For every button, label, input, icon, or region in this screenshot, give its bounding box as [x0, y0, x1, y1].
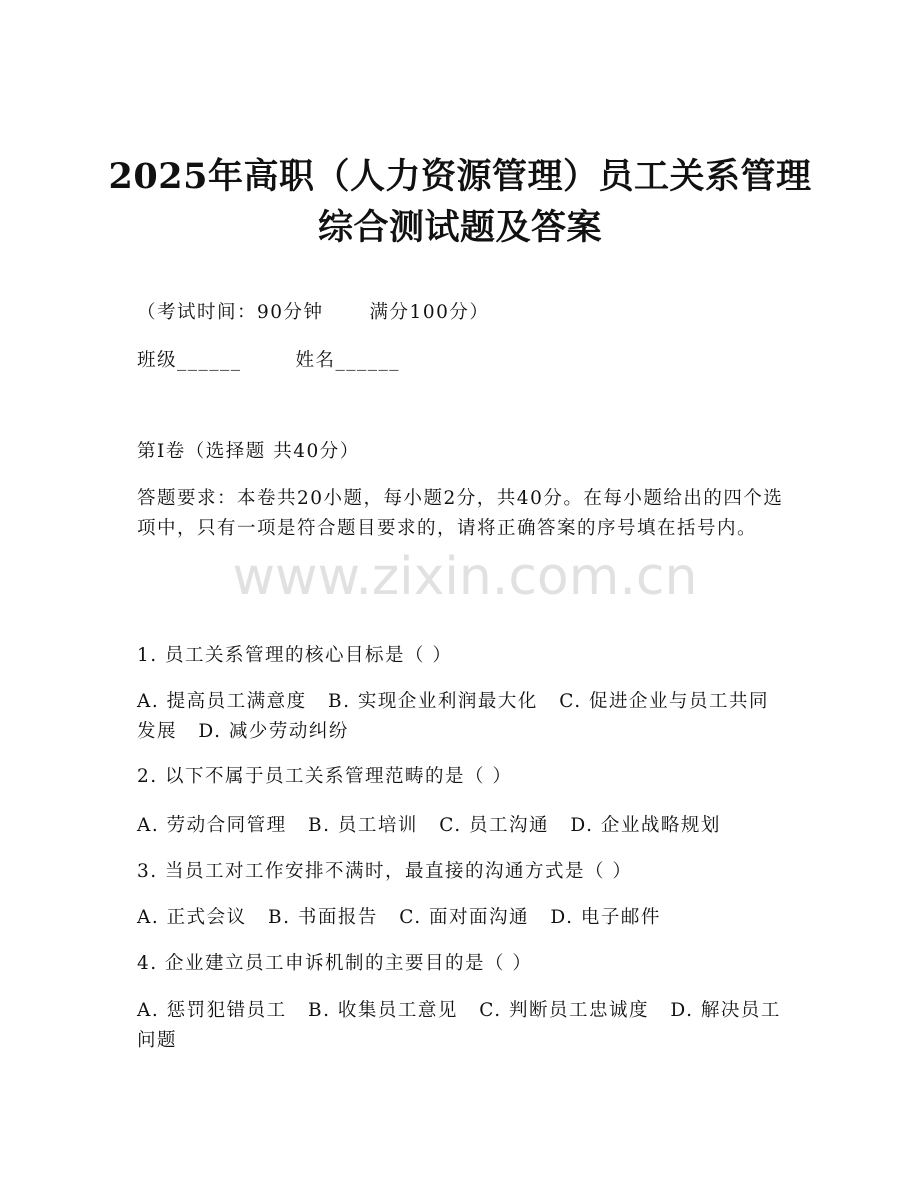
- watermark: www.zixin.com.cn: [232, 547, 698, 607]
- exam-info: [137, 299, 489, 327]
- question-4-option-b: B. 收集员工意见: [308, 1000, 458, 1021]
- question-2-option-c: C. 员工沟通: [439, 815, 550, 836]
- question-4-option-a: A. 惩罚犯错员工: [137, 1000, 287, 1021]
- question-3-option-c: C. 面对面沟通: [399, 907, 530, 928]
- section-instructions: 答题要求：本卷共20小题，每小题2分，共40分。在每小题给出的四个选项中，只有一项是符合题目要求的，请将正确答案的序号填在括号内。: [137, 488, 784, 539]
- question-4-options: [137, 996, 787, 1056]
- class-field: 班级______: [137, 350, 242, 371]
- question-3-option-b: B. 书面报告: [268, 907, 378, 928]
- question-3-option-d: D. 电子邮件: [550, 907, 661, 928]
- document-title-line1: 2025年高职（人力资源管理）员工关系管理: [108, 156, 812, 197]
- question-1-options: [137, 687, 787, 747]
- exam-score: 满分100分）: [369, 302, 490, 323]
- question-2-option-d: D. 企业战略规划: [570, 815, 721, 836]
- question-2-option-b: B. 员工培训: [308, 815, 418, 836]
- exam-time: （考试时间：90分钟: [137, 302, 324, 323]
- question-2-stem: 2. 以下不属于员工关系管理范畴的是（ ）: [137, 766, 513, 787]
- question-1-option-a: A. 提高员工满意度: [137, 691, 307, 712]
- student-info: [137, 347, 400, 375]
- question-4-option-c: C. 判断员工忠诚度: [479, 1000, 650, 1021]
- question-2-options: [137, 812, 721, 840]
- document-title-line2: 综合测试题及答案: [317, 207, 602, 248]
- name-field: 姓名______: [295, 350, 401, 371]
- question-1-stem: 1. 员工关系管理的核心目标是（ ）: [137, 645, 453, 666]
- question-3-stem: 3. 当员工对工作安排不满时，最直接的沟通方式是（ ）: [137, 861, 633, 882]
- section-heading: 第Ⅰ卷（选择题 共40分）: [137, 441, 360, 462]
- question-1-option-c: C. 促进企业与员工共同发展: [137, 691, 770, 742]
- question-3-option-a: A. 正式会议: [137, 907, 247, 928]
- question-3-options: [137, 904, 661, 932]
- question-4-option-d: D. 解决员工问题: [137, 1000, 781, 1051]
- question-4-stem: 4. 企业建立员工申诉机制的主要目的是（ ）: [137, 953, 533, 974]
- question-2-option-a: A. 劳动合同管理: [137, 815, 287, 836]
- question-1-option-d: D. 减少劳动纠纷: [198, 721, 349, 742]
- question-1-option-b: B. 实现企业利润最大化: [328, 691, 538, 712]
